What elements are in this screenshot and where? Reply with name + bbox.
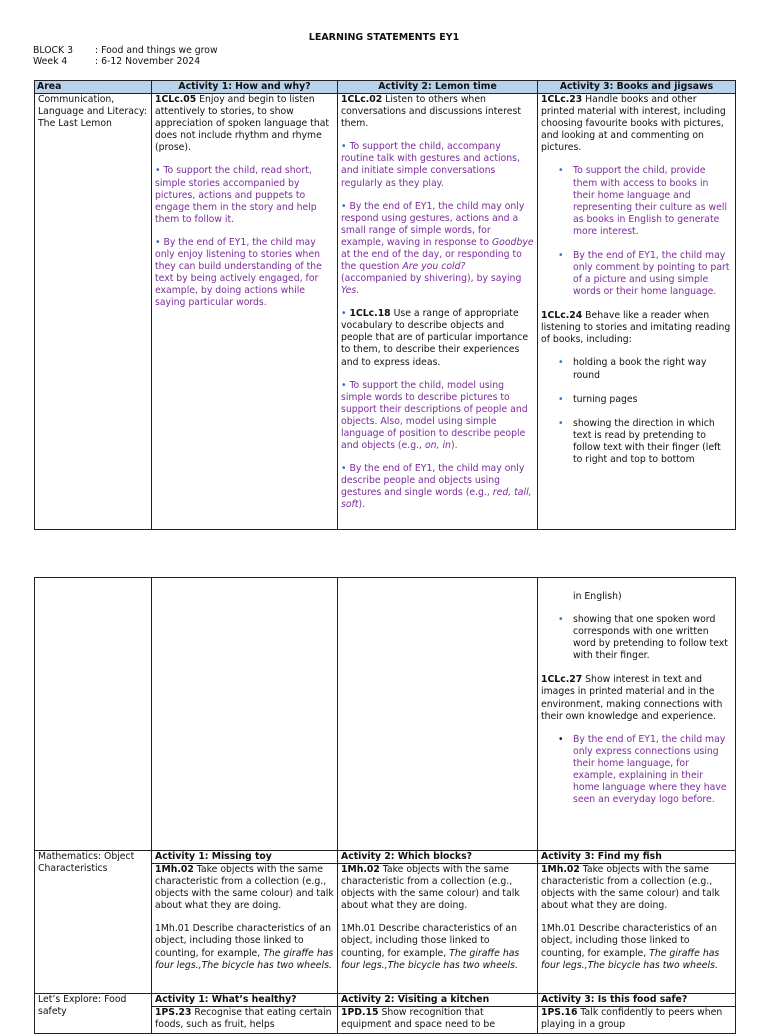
area-cell: Let’s Explore: Food safety xyxy=(35,994,152,1034)
statement xyxy=(541,674,732,722)
block-value: : Food and things we grow xyxy=(95,45,218,56)
activity-heading: Activity 1: What’s healthy? xyxy=(152,994,337,1007)
statement-text: Use a range of appropriate vocabulary to describe objects and people that are of particular importance to them, to describe their experiences and to express ideas. xyxy=(341,308,529,368)
statement-text: 1Mh.01 Describe characteristics of an object, including those linked to counting, for example, xyxy=(541,923,717,959)
table-row-communication xyxy=(35,94,736,530)
end-text: at the end of the day, or responding to the question xyxy=(341,248,522,273)
statement xyxy=(341,94,534,130)
statement xyxy=(338,1007,537,1031)
week-label: Week 4 xyxy=(33,56,68,67)
end-text: ). xyxy=(358,499,366,511)
support-text-italic: on, in xyxy=(424,440,451,452)
activity-3-cell xyxy=(538,994,736,1034)
continued-text: in English) xyxy=(573,591,622,602)
statement-text: Talk confidently to peers when playing in a group xyxy=(541,1007,723,1031)
activity-3-cell xyxy=(538,94,736,530)
activity-3-cell xyxy=(538,851,736,994)
table-header-row xyxy=(35,81,736,94)
bullet-icon: • xyxy=(341,141,347,153)
end-text-italic: Are you cold? xyxy=(402,261,466,273)
end-text: By the end of EY1, the child may only enjoy listening to stories when they can build understanding of the text by being actively engaged, for example, by doing actions while saying particular words. xyxy=(155,236,322,309)
table-row-communication-continued xyxy=(35,578,736,851)
statement-text: Listen to others when conversations and discussions interest them. xyxy=(341,94,521,130)
end-text: By the end of EY1, the child may only respond using gestures, actions and a small range of simple words, for example, waving in response to xyxy=(341,200,525,248)
statement-text: Enjoy and begin to listen attentively to stories, to show appreciation of spoken language that does not include rhythm and rhyme (prose). xyxy=(155,94,330,154)
statement-text: Behave like a reader when listening to stories and imitating reading of books, including: xyxy=(541,310,731,346)
list-item: • turning pages xyxy=(573,394,732,406)
statement xyxy=(155,923,334,971)
table-row-explore xyxy=(35,994,736,1034)
statement xyxy=(152,1007,337,1031)
activity-1-cell xyxy=(152,578,338,851)
support-list xyxy=(541,165,732,298)
end-text: By the end of EY1, the child may only describe people and objects using gestures and single words (e.g., xyxy=(341,463,525,499)
statement-text: Handle books and other printed material with interest, including choosing favourite books with pictures, and looking at and commenting on pictures. xyxy=(541,94,726,154)
header-activity-2: Activity 2: Lemon time xyxy=(338,81,538,94)
reader-list xyxy=(541,357,732,466)
statement xyxy=(341,308,534,368)
statement-text: Take objects with the same characteristic from a collection (e.g., objects with the same colour) and talk about what they are doing. xyxy=(541,864,720,912)
support-text: To support the child, accompany routine talk with gestures and actions, and initiate simple conversations regularly as they play. xyxy=(341,141,520,189)
header-activity-3: Activity 3: Books and jigsaws xyxy=(538,81,736,94)
activity-heading: Activity 2: Which blocks? xyxy=(338,851,537,864)
activity-3-cell xyxy=(538,578,736,851)
end-of-ey1-list xyxy=(541,734,732,806)
week-line xyxy=(33,56,200,68)
statement-text-italic: The giraffe has four legs.,The bicycle has two wheels. xyxy=(155,947,334,971)
activity-2-cell xyxy=(338,994,538,1034)
statement-code: 1PS.16 xyxy=(541,1007,578,1019)
support-note xyxy=(155,165,334,225)
statement-text: Take objects with the same characteristic from a collection (e.g., objects with the same colour) and talk about what they are doing. xyxy=(341,864,520,912)
header-area: Area xyxy=(35,81,152,94)
table-row-mathematics xyxy=(35,851,736,994)
statement-text-italic: The giraffe has four legs.,The bicycle has two wheels. xyxy=(341,947,520,971)
end-of-ey1-note xyxy=(341,201,534,298)
end-text-italic: red, tall, soft xyxy=(341,487,532,511)
learning-table-page-1 xyxy=(34,80,736,530)
statement-code: 1CLc.05 xyxy=(155,94,197,106)
end-of-ey1-note xyxy=(341,463,534,511)
statement-text-italic: The giraffe has four legs.,The bicycle has two wheels. xyxy=(541,947,720,971)
statement-code: 1CLc.24 xyxy=(541,310,583,322)
statement xyxy=(341,923,534,971)
statement-code: 1CLc.02 xyxy=(341,94,383,106)
statement-text: Show interest in text and images in printed material and in the environment, making connections with their own knowledge and experience. xyxy=(541,674,723,722)
end-text: (accompanied by shivering), by saying xyxy=(341,273,522,285)
activity-2-cell xyxy=(338,851,538,994)
statement-code: 1PS.23 xyxy=(155,1007,192,1019)
bullet-icon: • xyxy=(155,236,161,248)
area-cell xyxy=(35,578,152,851)
bullet-icon: • xyxy=(341,463,347,475)
activity-1-cell xyxy=(152,994,338,1034)
header-activity-1: Activity 1: How and why? xyxy=(152,81,338,94)
support-text: ). xyxy=(450,440,458,452)
statement xyxy=(541,310,732,346)
list-item: • By the end of EY1, the child may only express connections using their home language, for example, explaining in their home language where they have seen an everyday logo before. xyxy=(573,734,732,806)
block-label: BLOCK 3 xyxy=(33,45,74,56)
support-text: To support the child, read short, simple stories accompanied by pictures, actions and puppets to engage them in the story and help them to follow it. xyxy=(155,165,317,225)
activity-heading: Activity 3: Find my fish xyxy=(538,851,735,864)
statement-code: 1Mh.02 xyxy=(541,864,580,876)
support-text: To support the child, model using simple words to describe pictures to support their descriptions of people and objects. Also, model using simple language of position to describe people and objects (e.g., xyxy=(341,379,528,452)
week-value: : 6-12 November 2024 xyxy=(95,56,201,67)
statement xyxy=(538,1007,735,1031)
statement-code: 1CLc.18 xyxy=(349,308,391,320)
bullet-icon: • xyxy=(155,165,161,177)
statement xyxy=(341,864,534,912)
list-item: • showing the direction in which text is read by pretending to follow text with their finger (left to right and top to bottom xyxy=(573,418,732,466)
area-cell: Communication, Language and Literacy: The Last Lemon xyxy=(35,94,152,530)
list-item: • To support the child, provide them with access to books in their home language and representing their culture as well as books in English to generate more interest. xyxy=(573,165,732,237)
activity-heading: Activity 2: Visiting a kitchen xyxy=(338,994,537,1007)
statement-text: Take objects with the same characteristic from a collection (e.g., objects with the same colour) and talk about what they are doing. xyxy=(155,864,334,912)
learning-table-page-2 xyxy=(34,577,736,1034)
list-item: • showing that one spoken word corresponds with one written word by pretending to follow text with their finger. xyxy=(573,614,732,662)
activity-1-cell xyxy=(152,94,338,530)
list-item: • By the end of EY1, the child may only comment by pointing to part of a picture and using simple words or their home language. xyxy=(573,250,732,298)
statement-text: 1Mh.01 Describe characteristics of an object, including those linked to counting, for example, xyxy=(341,923,517,959)
bullet-icon: • xyxy=(341,308,347,320)
statement-code: 1Mh.02 xyxy=(155,864,194,876)
end-text-italic: Goodbye xyxy=(491,236,534,248)
statement xyxy=(155,864,334,912)
activity-2-cell xyxy=(338,94,538,530)
statement xyxy=(541,923,732,971)
statement-text: 1Mh.01 Describe characteristics of an object, including those linked to counting, for example, xyxy=(155,923,331,959)
activity-heading: Activity 1: Missing toy xyxy=(152,851,337,864)
document-title: LEARNING STATEMENTS EY1 xyxy=(308,32,460,43)
statement-code: 1CLc.27 xyxy=(541,674,583,686)
activity-2-cell xyxy=(338,578,538,851)
statement-code: 1CLc.23 xyxy=(541,94,583,106)
statement xyxy=(155,94,334,154)
list-item: • holding a book the right way round xyxy=(573,357,732,381)
support-note xyxy=(341,141,534,189)
statement-text: Show recognition that equipment and space need to be xyxy=(341,1007,496,1031)
bullet-icon: • xyxy=(341,379,347,391)
area-cell: Mathematics: Object Characteristics xyxy=(35,851,152,994)
activity-heading: Activity 3: Is this food safe? xyxy=(538,994,735,1007)
activity-1-cell xyxy=(152,851,338,994)
statement-code: 1PD.15 xyxy=(341,1007,379,1019)
statement-text: Recognise that eating certain foods, such as fruit, helps xyxy=(155,1007,332,1031)
statement xyxy=(541,864,732,912)
support-note xyxy=(341,380,534,452)
bullet-icon: • xyxy=(341,200,347,212)
reader-list-continued xyxy=(541,614,732,662)
statement xyxy=(541,94,732,154)
statement-code: 1Mh.02 xyxy=(341,864,380,876)
end-text-italic: Yes. xyxy=(341,285,360,297)
end-of-ey1-note xyxy=(155,237,334,309)
